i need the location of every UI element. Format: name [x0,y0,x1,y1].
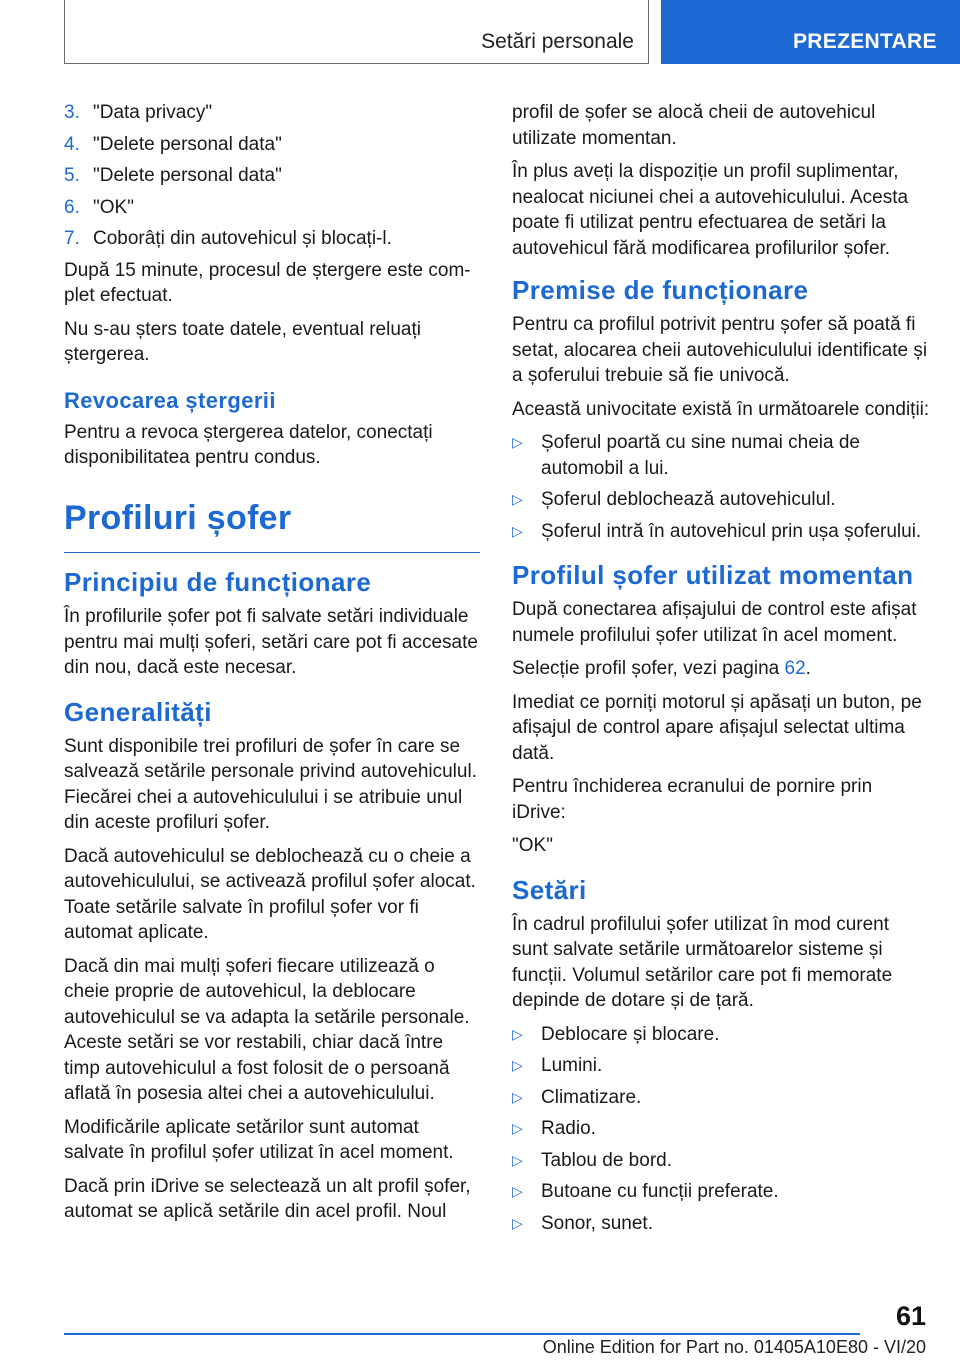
list-item-text: Sonor, sunet. [541,1212,653,1234]
list-item-text: Climatizare. [541,1086,642,1108]
paragraph: "OK" [512,835,553,856]
paragraph: În plus aveți la dispoziție un profil suplimentar, nealocat niciunei chei a autovehiculului. Acesta poate fi utilizat pentru efectuarea de setări la autovehicul fără modificarea profilurilor șofer. [512,161,909,259]
step-list [64,100,484,252]
list-item [512,1116,930,1142]
subsection-heading: Revocarea ștergerii [64,387,276,413]
header-chapter-tab[interactable]: PREZENTARE [661,0,960,64]
list-item [512,1148,930,1174]
step-item [64,132,484,158]
triangle-bullet-icon: ▷ [512,434,523,450]
step-number: 4. [64,133,80,155]
triangle-bullet-icon: ▷ [512,522,523,539]
triangle-bullet-icon: ▷ [512,1183,523,1199]
paragraph: Dacă autovehiculul se deblochează cu o cheie a autovehiculului, se activează profilul șofer alocat. Toate setările salvate în profilul șofer vor fi automat aplicate. [64,845,476,943]
paragraph: Modificările aplicate setărilor sunt automat salvate în profilul șofer utilizat în acel moment. [64,1116,454,1163]
paragraph: Pentru a revoca ștergerea datelor, conectați disponibilitatea pentru condus. [64,421,433,468]
step-item [64,163,484,189]
list-item-text: Radio. [541,1118,596,1139]
list-item-text: Lumini. [541,1055,603,1076]
page-reference-link[interactable]: 62 [784,658,806,679]
list-item [512,1053,930,1079]
footer-divider [64,1333,860,1335]
list-item [512,1211,930,1237]
paragraph: Imediat ce porniți motorul și apăsați un buton, pe afișajul de control apare afișajul selectat ultima dată. [512,691,922,764]
list-item-text: Șoferul intră în autovehicul prin ușa șoferului. [541,520,922,542]
header-section-title: Setări personale [481,30,634,53]
list-item-text: Butoane cu funcții preferate. [541,1181,779,1202]
paragraph-text: Selecție profil șofer, vezi pagina [512,658,785,679]
section-heading: Setări [512,874,587,905]
step-number: 5. [64,165,80,186]
step-item [64,226,484,252]
list-item [512,1022,930,1048]
paragraph: După conectarea afișajului de control este afișat numele profilului șofer utilizat în acel moment. [512,599,917,646]
header-frame [64,0,649,64]
right-column [512,100,930,1244]
step-number: 3. [64,102,80,123]
step-number: 6. [64,196,80,218]
bullet-list [512,1022,930,1237]
list-item [512,1179,930,1205]
step-text: "OK" [93,196,134,218]
paragraph: În cadrul profilului șofer utilizat în mod curent sunt salvate setările următoarelor sisteme și funcții. Volumul setărilor care pot fi memorate depinde de dotare și de țară. [512,913,893,1011]
paragraph: Nu s-au șters toate datele, eventual reluați ștergerea. [64,318,421,365]
page-number: 61 [895,1301,926,1331]
step-item [64,195,484,221]
step-text: "Data privacy" [93,102,213,123]
bullet-list [512,430,930,544]
step-text: "Delete personal data" [93,133,282,155]
paragraph: Pentru închiderea ecranului de pornire prin iDrive: [512,776,873,823]
paragraph-text: . [805,658,811,679]
section-heading: Principiu de funcționare [64,567,372,597]
list-item-text: Șoferul deblochează autovehiculul. [541,489,836,510]
step-number: 7. [64,228,80,249]
triangle-bullet-icon: ▷ [512,1088,523,1105]
paragraph: Pentru ca profilul potrivit pentru șofer să poată fi setat, alocarea cheii autovehiculului identificate și a șoferului trebuie să fie univocă. [512,314,928,386]
triangle-bullet-icon: ▷ [512,1214,523,1231]
paragraph: Dacă prin iDrive se selectează un alt profil șofer, automat se aplică setările din acel profil. Noul [64,1175,471,1222]
step-text: "Delete personal data" [93,165,282,186]
paragraph: Această univocitate există în următoarele condiții: [512,398,930,420]
paragraph: După 15 minute, procesul de ștergere este com‐plet efectuat. [64,259,471,306]
triangle-bullet-icon: ▷ [512,1057,523,1073]
triangle-bullet-icon: ▷ [512,1025,523,1042]
triangle-bullet-icon: ▷ [512,1120,523,1136]
heading-divider [64,552,480,554]
section-heading: Premise de funcționare [512,275,809,305]
paragraph: În profilurile șofer pot fi salvate setări individuale pentru mai mulți șoferi, setări care pot fi accesate din nou, dacă este necesar. [64,606,478,678]
footer-edition-text: Online Edition for Part no. 01405A10E80 - VI/20 [542,1337,926,1357]
list-item [512,519,930,545]
paragraph: Dacă din mai mulți șoferi fiecare utilizează o cheie proprie de autovehicul, la deblocare autovehiculul se va adapta la setările personale. Aceste setări se vor restabili, chiar dacă între timp autovehiculul a fost folosit de o persoană aflată în posesia altei chei a autovehiculului. [64,955,470,1104]
list-item [512,1085,930,1111]
section-heading: Profilul șofer utilizat momentan [512,560,914,590]
triangle-bullet-icon: ▷ [512,1151,523,1168]
list-item-text: Tablou de bord. [541,1149,672,1171]
paragraph [512,656,930,682]
paragraph: Sunt disponibile trei profiluri de șofer în care se salvează setările personale privind autovehiculul. Fiecărei chei a autovehiculului i se atribuie unul din aceste profiluri șofer. [64,735,477,833]
chapter-heading: Profiluri șofer [64,498,292,537]
list-item [512,430,930,481]
list-item-text: Deblocare și blocare. [541,1023,720,1045]
left-column [64,100,484,1233]
section-heading: Generalități [64,696,212,727]
step-item [64,100,484,126]
list-item [512,487,930,513]
triangle-bullet-icon: ▷ [512,491,523,507]
step-text: Coborâți din autovehicul și blocați-l. [93,228,392,249]
list-item-text: Șoferul poartă cu sine numai cheia de automobil a lui. [541,432,860,479]
paragraph: profil de șofer se alocă cheii de autovehicul utilizate momentan. [512,102,876,149]
